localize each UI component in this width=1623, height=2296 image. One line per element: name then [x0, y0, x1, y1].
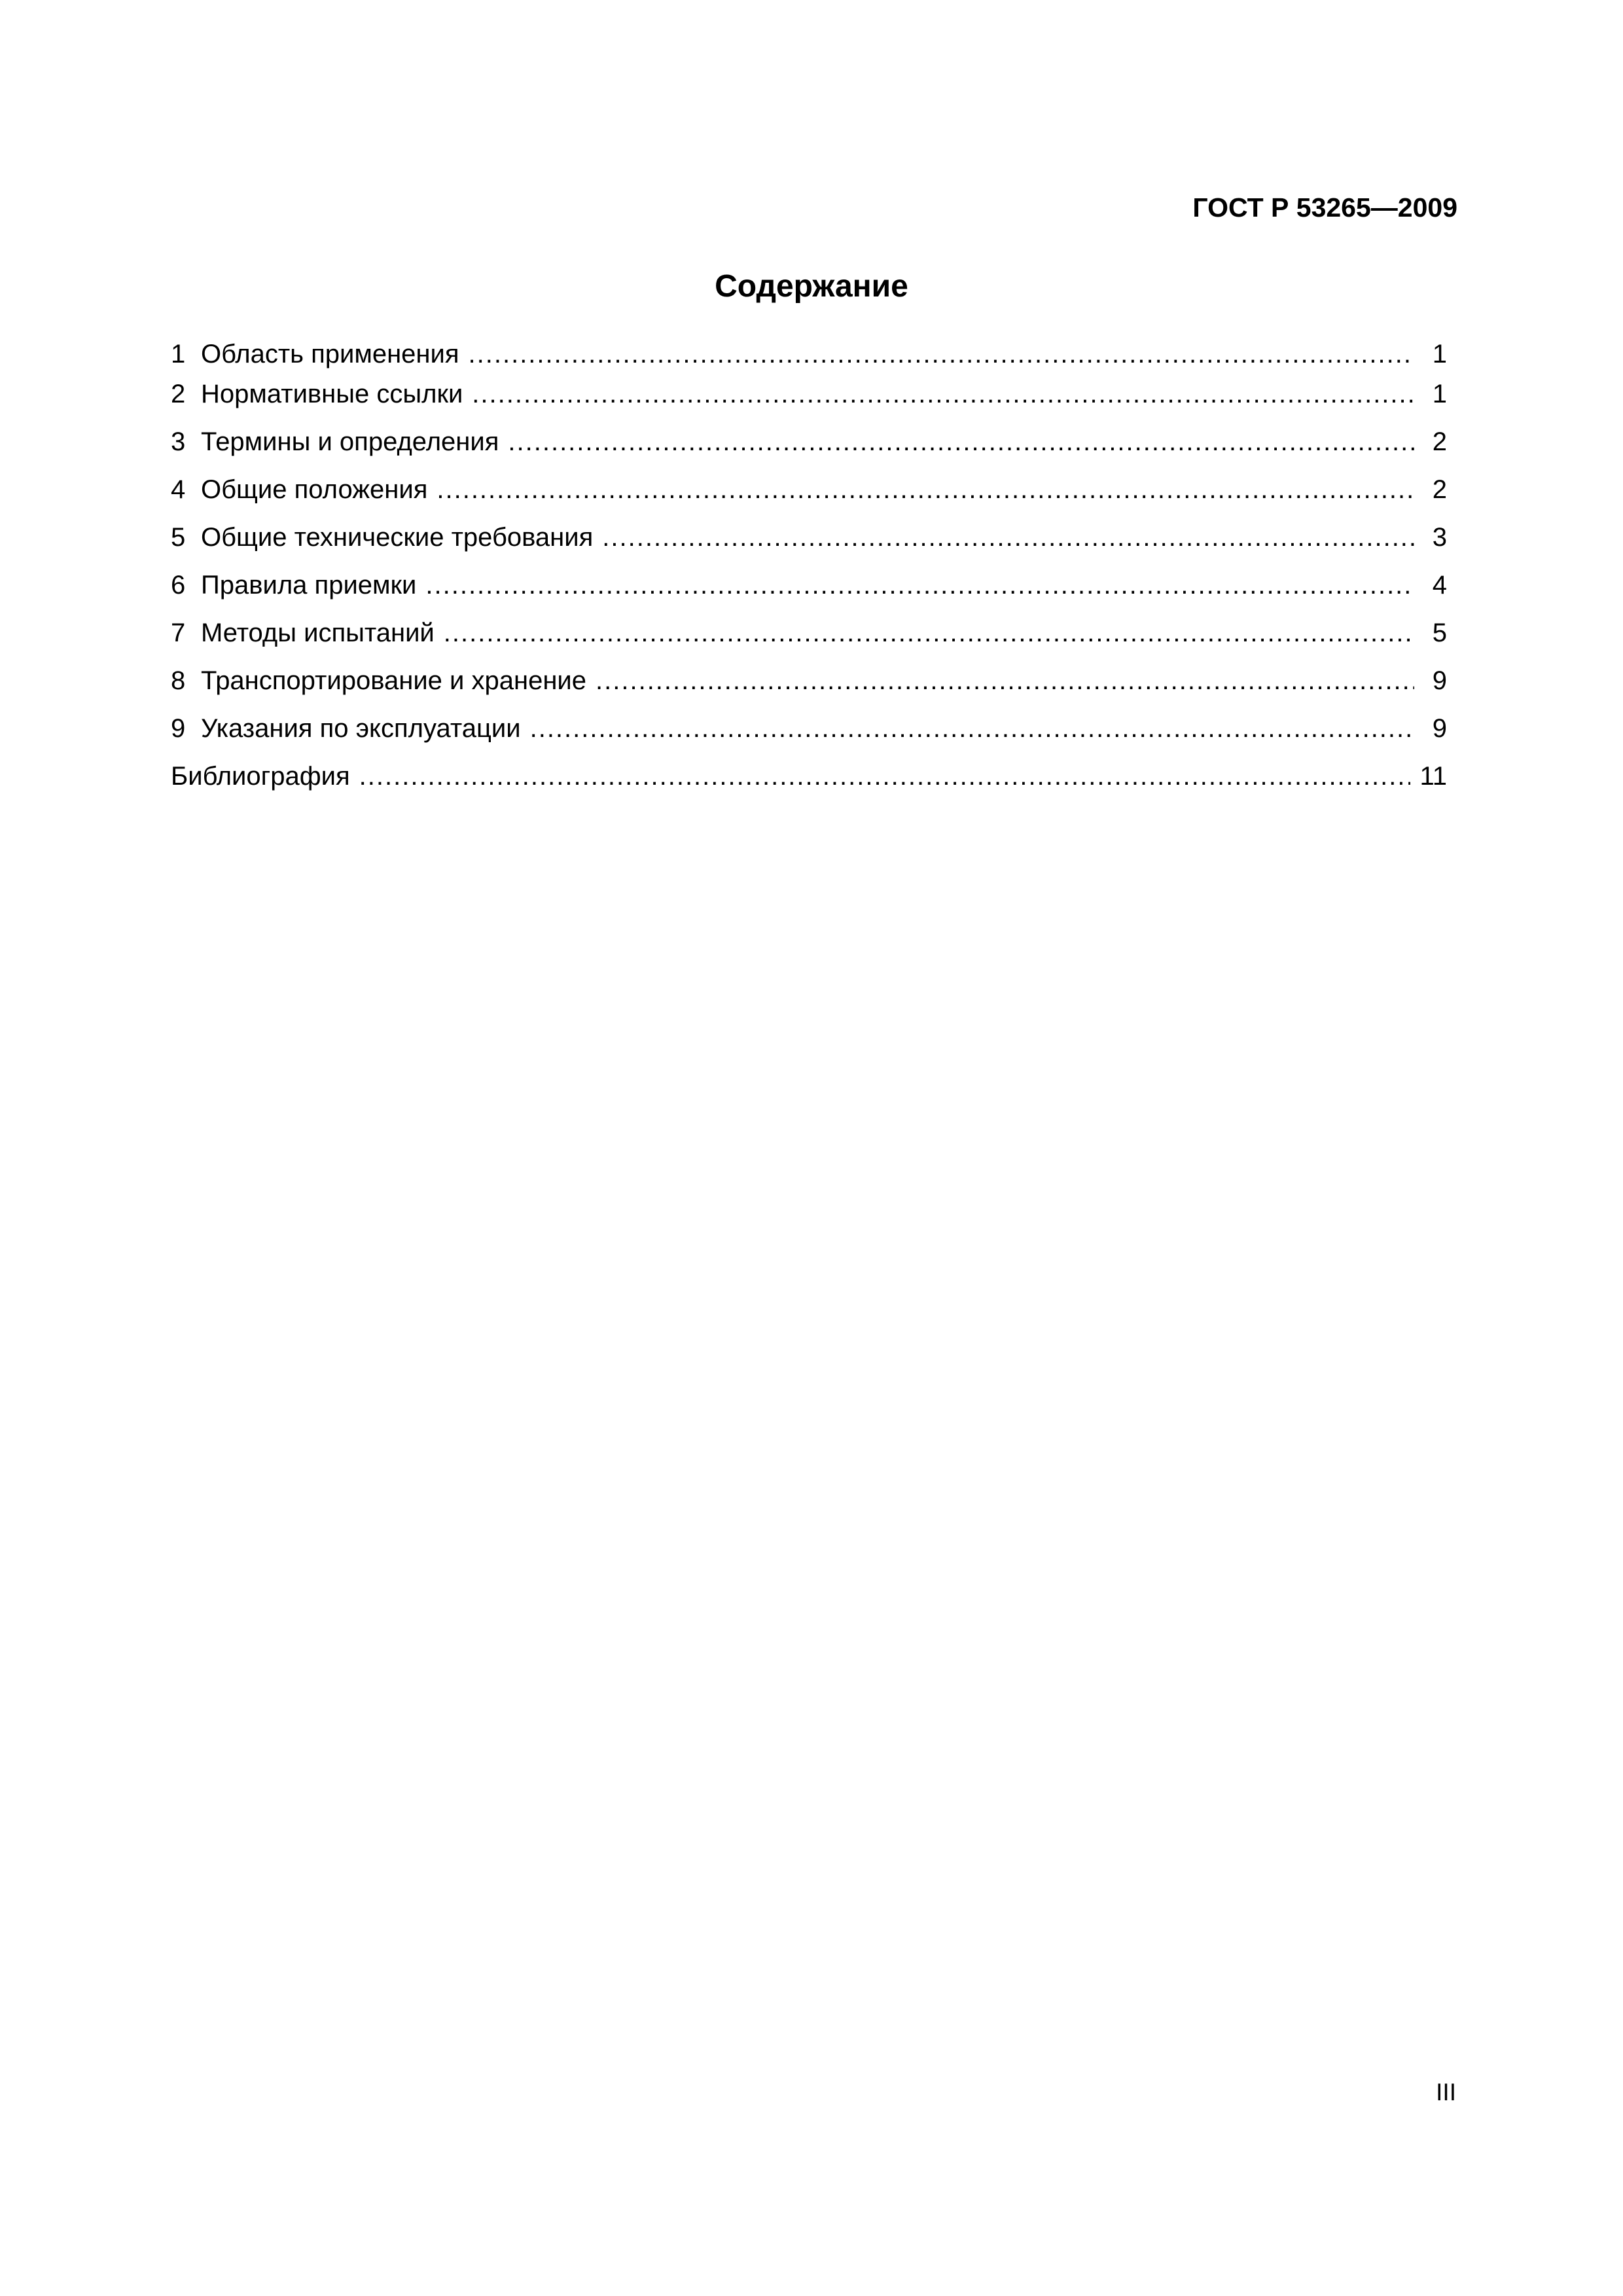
toc-entry-page: 1 [1432, 340, 1447, 368]
toc-entry-page: 5 [1432, 619, 1447, 647]
toc-entry-scope[interactable] [171, 336, 1447, 376]
toc-entry-page: 4 [1432, 571, 1447, 600]
toc-entry-page: 11 [1419, 762, 1447, 791]
toc-dot-leader [469, 336, 1414, 372]
toc-entry-general-provisions[interactable] [171, 472, 1447, 520]
toc-entry-label: Общие технические требования [201, 523, 594, 552]
toc-entry-page: 2 [1432, 427, 1447, 456]
toc-entry-label: Указания по эксплуатации [201, 714, 521, 743]
toc-dot-leader [602, 520, 1414, 555]
table-of-contents [171, 336, 1447, 806]
toc-dot-leader [444, 615, 1414, 651]
page-number: III [1436, 2079, 1456, 2106]
toc-entry-number: 1 [171, 340, 186, 368]
toc-entry-page: 9 [1432, 714, 1447, 743]
toc-entry-number: 5 [171, 523, 186, 552]
toc-entry-label: Правила приемки [201, 571, 417, 600]
toc-entry-page: 9 [1432, 666, 1447, 695]
toc-entry-normative-references[interactable] [171, 376, 1447, 424]
toc-entry-number: 7 [171, 619, 186, 647]
toc-dot-leader [472, 376, 1414, 412]
toc-dot-leader [530, 711, 1414, 746]
toc-entry-page: 3 [1432, 523, 1447, 552]
toc-entry-technical-requirements[interactable] [171, 520, 1447, 567]
toc-entry-label: Методы испытаний [201, 619, 435, 647]
toc-entry-number: 6 [171, 571, 186, 600]
toc-entry-label: Область применения [201, 340, 459, 368]
toc-dot-leader [359, 759, 1411, 794]
toc-entry-label: Библиография [171, 762, 350, 791]
toc-entry-page: 2 [1432, 475, 1447, 504]
toc-entry-bibliography[interactable] [171, 759, 1447, 806]
toc-entry-label: Термины и определения [201, 427, 499, 456]
toc-entry-transport-storage[interactable] [171, 663, 1447, 711]
toc-title: Содержание [715, 269, 908, 304]
toc-entry-number: 2 [171, 380, 186, 408]
toc-entry-terms[interactable] [171, 424, 1447, 472]
toc-entry-number: 4 [171, 475, 186, 504]
toc-entry-label: Транспортирование и хранение [201, 666, 587, 695]
document-code: ГОСТ Р 53265—2009 [1192, 192, 1457, 223]
toc-entry-page: 1 [1432, 380, 1447, 408]
toc-dot-leader [596, 663, 1414, 698]
toc-entry-operation-instructions[interactable] [171, 711, 1447, 759]
toc-dot-leader [425, 567, 1414, 603]
toc-entry-acceptance-rules[interactable] [171, 567, 1447, 615]
toc-entry-number: 3 [171, 427, 186, 456]
toc-entry-number: 9 [171, 714, 186, 743]
toc-dot-leader [508, 424, 1414, 459]
toc-entry-label: Нормативные ссылки [201, 380, 463, 408]
toc-entry-test-methods[interactable] [171, 615, 1447, 663]
toc-dot-leader [437, 472, 1414, 507]
toc-entry-label: Общие положения [201, 475, 428, 504]
toc-entry-number: 8 [171, 666, 186, 695]
